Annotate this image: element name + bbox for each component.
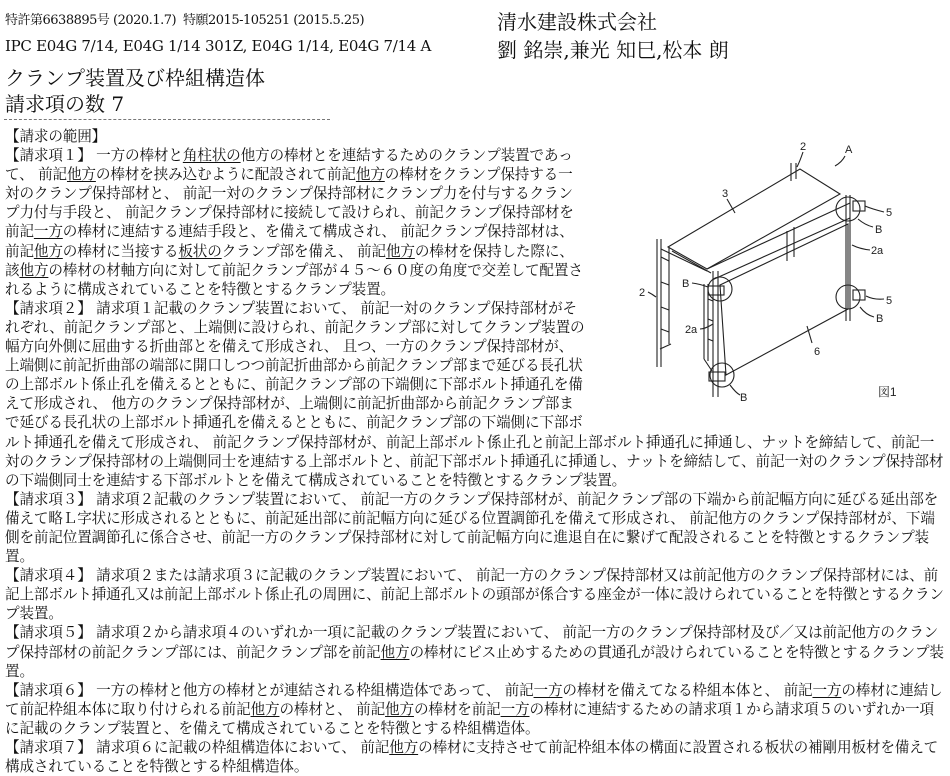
underlined-term: 他方	[19, 261, 49, 279]
claim-text: の棒材を挟み込むように配設されて前記	[95, 166, 356, 184]
claim-text: の棒材に連結する連結手段と、を備えて構成され、 前記クランプ保持部材は、前記	[5, 223, 574, 260]
claim-label: 【請求項３】	[5, 490, 97, 508]
claim-text: の棒材を保持した際に、該	[5, 242, 574, 279]
underlined-term: 他方	[355, 166, 385, 184]
claim-label: 【請求項７】	[5, 739, 97, 756]
claim-text: 一方の棒材と	[96, 147, 183, 165]
claims-heading: 【請求の範囲】	[5, 128, 107, 145]
figure-label: B	[876, 313, 884, 325]
claim-label: 【請求項６】	[5, 681, 97, 699]
claim-text: の棒材に連結するための請求項１から請求項５のいずれか一項に記載のクランプ装置と、を備えて構成されていることを特徴とする枠組構造体。	[5, 700, 934, 737]
clamp	[853, 201, 865, 211]
figure-label: 5	[886, 207, 892, 219]
claim-text: の棒材に当接する	[62, 242, 179, 260]
figure-label: B	[682, 278, 690, 290]
claim-text: 請求項２または請求項３に記載のクランプ装置において、 前記一方のクランプ保持部材又は前記他方のクランプ保持部材には、前記上部ボルト挿通孔又は前記上部ボルト係止孔の周囲に、前記上部ボルトの頭部が係合する座金が一体に設けられていることを特徴とするクランプ装置。	[5, 567, 944, 623]
claim-label: 【請求項１】	[5, 147, 97, 165]
claim-label: 【請求項５】	[5, 624, 97, 642]
underlined-term: 一方	[533, 681, 563, 699]
claim-3	[5, 490, 945, 566]
invention-title: クランプ装置及び枠組構造体	[5, 66, 265, 90]
claims-section	[5, 127, 945, 776]
divider	[4, 119, 330, 120]
underlined-term: 他方	[250, 700, 280, 718]
claim-text: 請求項１記載のクランプ装置において、 前記一対のクランプ保持部材がそれぞれ、前記クランプ部と、上端側に設けられ、前記クランプ部に対してクランプ装置の幅方向外側に屈曲する折曲部とを備えて形成され、 且つ、一方のクランプ保持部材が、上端側に前記折曲部の端部に開口しつつ前記折曲部から前記クランプ部まで延びる長孔状の上部ボルト係止孔を備えるとともに、前記クランプ部の下端側に下部ボルト挿通孔を備えて形成され、 他方のクランプ保持部材が、上端側に前記折曲部から前記クランプ部まで延びる長孔状の上部ボルト挿通孔を備えるとともに、前記クランプ部の下端側に下部ボルト挿通孔を備えて形成され、 前記クランプ保持部材が、前記上部ボルト係止孔と前記上部ボルト挿通孔に挿通し、ナットを締結して、前記一対のクランプ保持部材の上端側同士を連結する上部ボルトと、前記下部ボルト挿通孔に挿通し、ナットを締結して、前記一対のクランプ保持部材の下端側同士を連結する下部ボルトとを備えて構成されていることを特徴とするクランプ装置。	[5, 299, 944, 489]
underlined-term: 他方	[385, 700, 414, 718]
inventors: 劉 銘崇,兼光 知巳,松本 朗	[497, 38, 729, 62]
claim-label: 【請求項２】	[5, 299, 97, 317]
underlined-term: 一方	[33, 223, 63, 241]
patent-figure	[590, 127, 945, 431]
underlined-term: 角柱状の	[182, 147, 241, 165]
figure-label: B	[875, 224, 883, 236]
ipc-classification: IPC E04G 7/14, E04G 1/14 301Z, E04G 1/14, E04G 7/14 A	[5, 37, 432, 55]
patent-number: 特許第6638895号 (2020.1.7)	[5, 13, 177, 28]
claim-text: 一方の棒材と他方の棒材とが連結される枠組構造体であって、 前記	[96, 681, 534, 699]
assignee: 清水建設株式会社	[497, 10, 657, 34]
underlined-term: 他方	[385, 242, 415, 260]
figure-label: 6	[814, 346, 820, 358]
figure-label: 2a	[871, 245, 883, 257]
underlined-term: 他方	[389, 739, 419, 756]
underlined-term: 板状の	[178, 242, 222, 260]
figure-label: A	[845, 144, 853, 156]
underlined-term: 他方	[66, 166, 96, 184]
figure-label: 3	[722, 188, 728, 200]
figure-label: B	[740, 392, 748, 404]
figure-label: 2	[800, 141, 806, 153]
claim-text: の棒材と、 前記	[279, 700, 386, 718]
underlined-term: 他方	[33, 242, 63, 260]
figure-label: 2a	[685, 324, 697, 336]
clamp	[708, 286, 724, 295]
claim-text: クランプ部を備え、 前記	[221, 242, 386, 260]
claim-text: の棒材に支持させて前記枠組本体の構面に設置される板状の補剛用板材を備えて構成されていることを特徴とする枠組構造体。	[5, 739, 939, 776]
claim-text: の棒材に連結して前記枠組本体に取り付けられる前記	[5, 681, 943, 718]
claim-4	[5, 566, 945, 623]
claim-text: の棒材を備えてなる枠組本体と、 前記	[562, 681, 813, 699]
underlined-term: 他方	[380, 643, 410, 661]
claim-text: 請求項２記載のクランプ装置において、 前記一方のクランプ保持部材が、前記クランプ部の下端から前記幅方向に延びる延出部を備えて略Ｌ字状に形成されるとともに、前記延出部に前記幅方向に延びる位置調節孔を備えて形成され、 前記他方のクランプ保持部材が、下端側を前記位置調節孔に係合させ、前記一方のクランプ保持部材に対して前記幅方向に進退自在に繋げて配設されることを特徴とするクランプ装置。	[5, 490, 939, 566]
application-number: 特願2015-105251 (2015.5.25)	[183, 13, 365, 28]
claim-5	[5, 623, 945, 680]
claim-text: 請求項２から請求項４のいずれか一項に記載のクランプ装置において、 前記一方のクランプ保持部材及び／又は前記他方のクランプ保持部材の前記クランプ部には、前記クランプ部を前記	[5, 624, 939, 661]
claim-text: の棒材を前記	[413, 700, 501, 718]
front-panel	[720, 224, 848, 375]
figure-label: 2	[639, 287, 645, 299]
figure-caption: 図1	[878, 385, 897, 399]
clamp-detail-circle	[710, 363, 734, 387]
claim-text: の棒材をクランプ保持する一対のクランプ保持部材と、 前記一対のクランプ保持部材にクランプ力を付与するクランプ力付与手段と、 前記クランプ保持部材に接続して設けられ、前記クランプ保持部材を前記	[5, 166, 574, 241]
claim-7	[5, 738, 945, 776]
claim-6	[5, 681, 945, 738]
claim-text: の棒材にビス止めするための貫通孔が設けられていることを特徴とするクランプ装置。	[5, 643, 944, 680]
figure-label: 5	[886, 295, 892, 307]
claim-label: 【請求項４】	[5, 567, 97, 585]
claim-text: の棒材の材軸方向に対して前記クランプ部が４５～６０度の角度で交差して配置されるように構成されていることを特徴とするクランプ装置。	[5, 261, 583, 298]
claim-text: 請求項６に記載の枠組構造体において、 前記	[96, 739, 390, 756]
underlined-term: 一方	[812, 681, 842, 699]
frame-structure-drawing	[590, 127, 945, 431]
claim-count: 請求項の数 7	[5, 92, 125, 116]
claim-text: 他方の棒材とを連結するためのクランプ装置であって、 前記	[5, 147, 573, 184]
underlined-term: 一方	[500, 700, 530, 718]
